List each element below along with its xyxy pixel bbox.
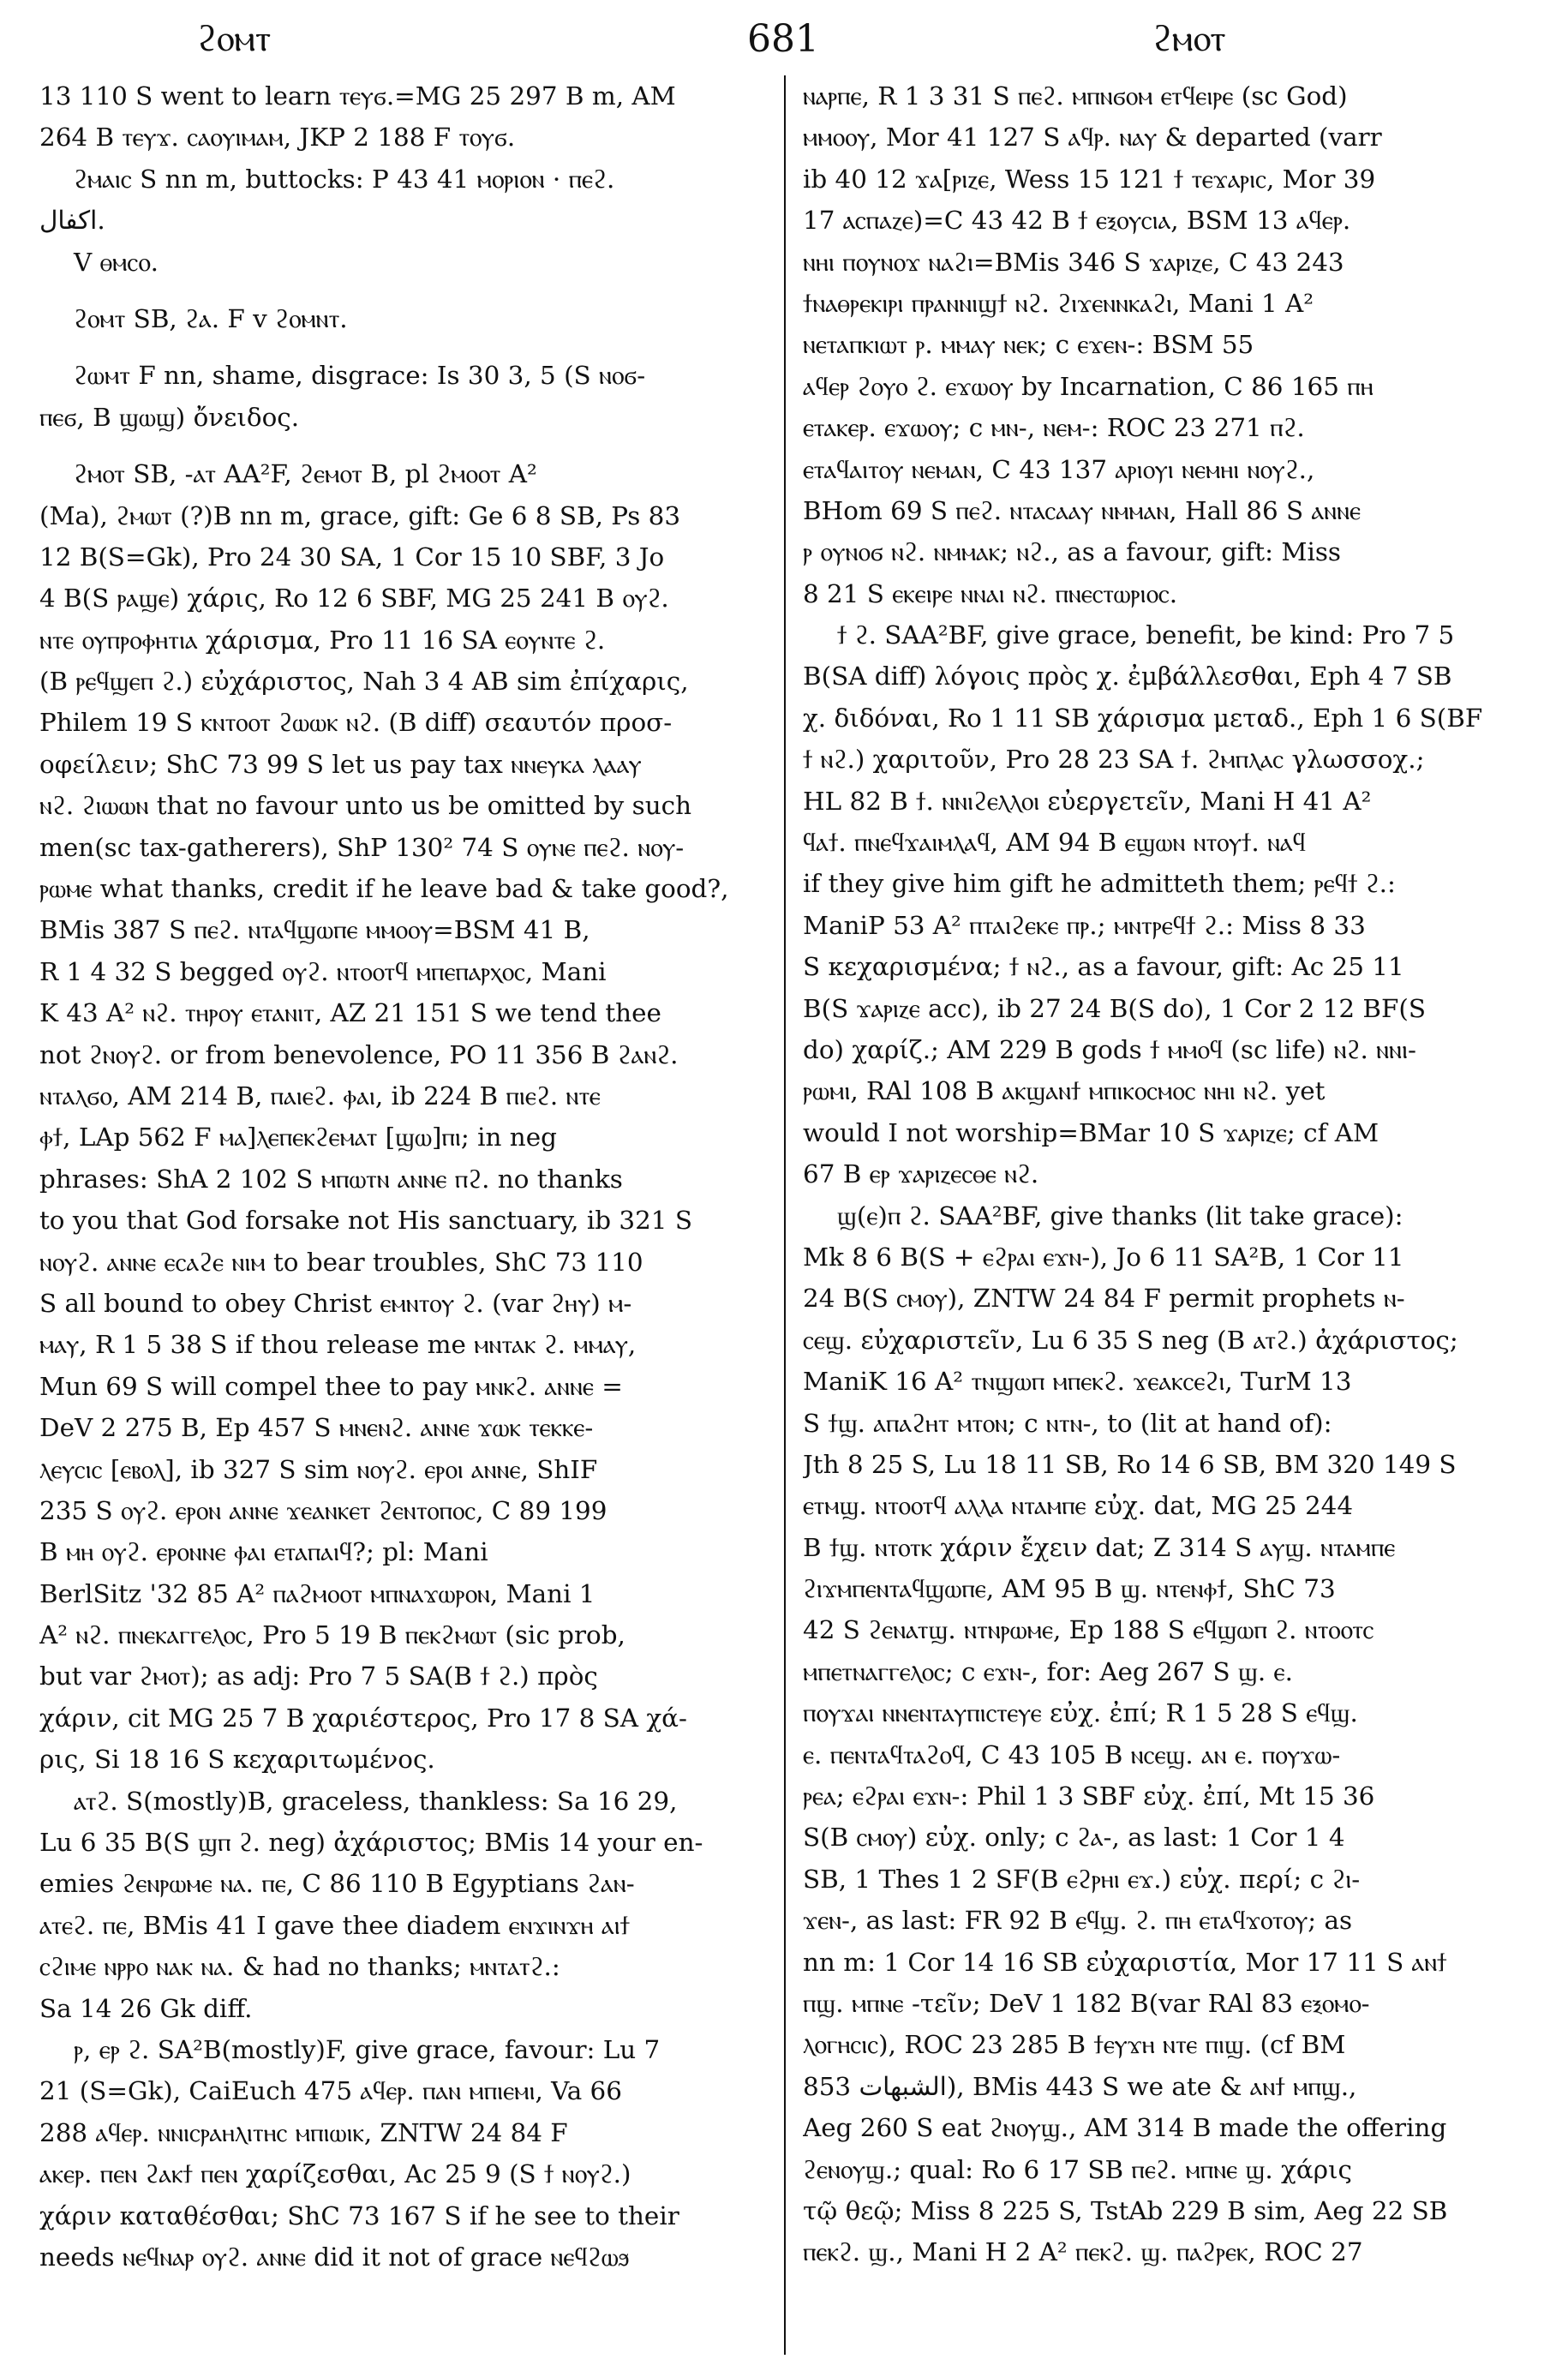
text-line: ⲛⲟⲩϩ. ⲁⲛⲛⲉ ⲉⲥⲁϩⲉ ⲛⲓⲙ to bear troubles, ShC 73 110 — [39, 1247, 643, 1277]
text-line: S(B ⲥⲙⲟⲩ) εὐχ. only; c ϩⲁ-, as last: 1 Cor 1 4 — [803, 1823, 1345, 1853]
text-line: Lu 6 35 B(S ϣⲡ ϩ. neg) ἀχάριστος; BMis 14 your en- — [39, 1828, 703, 1858]
text-line: ϩⲙⲟⲧ SB, -ⲁⲧ AA²F, ϩⲉⲙⲟⲧ B, pl ϩⲙⲟⲟⲧ A² — [74, 459, 537, 489]
text-line: ⲙⲁⲩ, R 1 5 38 S if thou release me ⲙⲛⲧⲁⲕ ϩ. ⲙⲙⲁⲩ, — [39, 1330, 637, 1360]
text-line: 42 S ϩⲉⲛⲁⲧϣ. ⲛⲧⲛⲣⲱⲙⲉ, Ep 188 S ⲉϥϣⲱⲡ ϩ. ⲛⲧⲟⲟⲧⲥ — [803, 1615, 1374, 1645]
text-line: ϩⲉⲛⲟⲩϣ.; qual: Ro 6 17 SB ⲡⲉϩ. ⲙⲡⲛⲉ ϣ. χάρις — [803, 2154, 1352, 2184]
text-line: DeV 2 275 B, Ep 457 S ⲙⲛⲉⲛϩ. ⲁⲛⲛⲉ ϫⲱⲕ ⲧⲉⲕⲕⲉ- — [39, 1413, 594, 1443]
text-line: do) χαρίζ.; AM 229 B gods ϯ ⲙⲙⲟϥ (sc life) ⲛϩ. ⲛⲛⲓ- — [803, 1034, 1416, 1064]
text-line: 21 (S=Gk), CaiEuch 475 ⲁϥⲉⲣ. ⲡⲁⲛ ⲙⲡⲓⲉⲙⲓ, Va 66 — [39, 2076, 622, 2106]
text-line: phrases: ShA 2 102 S ⲙⲡⲱⲧⲛ ⲁⲛⲛⲉ ⲡϩ. no thanks — [39, 1164, 623, 1194]
text-line: ⲗⲟⲅⲏⲥⲓⲥ), ROC 23 285 B ϯⲉⲩϫⲏ ⲛⲧⲉ ⲡⲓϣ. (cf BM — [803, 2030, 1346, 2060]
text-line: HL 82 B ϯ. ⲛⲛⲓϩⲉⲗⲗⲟⲓ εὐεργετεῖν, Mani H 41 A² — [803, 786, 1372, 816]
text-line: ⲫϯ, LAp 562 F ⲙⲁ]ⲗⲉⲡⲉⲕϩⲉⲙⲁⲧ [ϣⲱ]ⲡⲓ; in neg — [39, 1123, 557, 1153]
text-line: ⲗⲉⲩⲥⲓⲥ [ⲉⲃⲟⲗ], ib 327 S sim ⲛⲟⲩϩ. ⲉⲣⲟⲓ ⲁⲛⲛⲉ, ShIF — [39, 1454, 598, 1484]
text-line: 12 B(S=Gk), Pro 24 30 SA, 1 Cor 15 10 SBF, 3 Jo — [39, 542, 665, 572]
text-line: nn m: 1 Cor 14 16 SB εὐχαριστία, Mor 17 11 S ⲁⲛϯ — [803, 1947, 1447, 1977]
text-line: ⲣ, ⲉⲣ ϩ. SA²B(mostly)F, give grace, favour: Lu 7 — [74, 2034, 661, 2064]
text-line: B(S ϫⲁⲣⲓⲍⲉ acc), ib 27 24 B(S do), 1 Cor 2 12 BF(S — [803, 993, 1426, 1023]
text-line: R 1 4 32 S begged ⲟⲩϩ. ⲛⲧⲟⲟⲧϥ ⲙⲡⲉⲡⲁⲣⲭⲟⲥ, Mani — [39, 956, 607, 986]
text-line: B(SA diff) λόγοις πρὸς χ. ἐμβάλλεσθαι, Eph 4 7 SB — [803, 662, 1452, 692]
text-line: ϩⲙⲁⲓⲥ S nn m, buttocks: P 43 41 ⲙⲟⲣⲓⲟⲛ · ⲡⲉϩ. — [74, 164, 615, 194]
text-line: اكفال. — [39, 206, 105, 236]
text-line: (B ⲣⲉϥϣⲉⲡ ϩ.) εὐχάριστος, Nah 3 4 AB sim ἐπίχαρις, — [39, 667, 689, 697]
text-line: ⲁⲧϩ. S(mostly)B, graceless, thankless: Sa 16 29, — [74, 1786, 678, 1816]
text-line: ⲛⲧⲁⲗϭⲟ, AM 214 B, ⲡⲁⲓⲉϩ. ⲫⲁⲓ, ib 224 B ⲡⲓⲉϩ. ⲛⲧⲉ — [39, 1081, 601, 1111]
text-line: (Ma), ϩⲙⲱⲧ (?)B nn m, grace, gift: Ge 6 8 SB, Ps 83 — [39, 500, 681, 530]
text-line: 8 21 S ⲉⲕⲉⲓⲣⲉ ⲛⲛⲁⲓ ⲛϩ. ⲡⲛⲉⲥⲧⲱⲣⲓⲟⲥ. — [803, 578, 1178, 608]
text-line: BerlSitz '32 85 A² ⲡⲁϩⲙⲟⲟⲧ ⲙⲡⲛⲁϫⲱⲣⲟⲛ, Mani 1 — [39, 1578, 595, 1608]
text-line: ib 40 12 ϫⲁ[ⲣⲓⲍⲉ, Wess 15 121 ϯ ⲧⲉϫⲁⲣⲓⲥ, Mor 39 — [803, 164, 1376, 194]
text-line: ⲉⲧⲁϥⲁⲓⲧⲟⲩ ⲛⲉⲙⲁⲛ, C 43 137 ⲁⲣⲓⲟⲩⲓ ⲛⲉⲙⲏⲓ ⲛⲟⲩϩ., — [803, 454, 1315, 484]
text-line: ⲡⲉϭ, B ϣⲱϣ) ὄνειδος. — [39, 402, 300, 432]
text-line: 67 B ⲉⲣ ϫⲁⲣⲓⲍⲉⲥⲑⲉ ⲛϩ. — [803, 1159, 1039, 1189]
text-line: ManiP 53 A² ⲡⲧⲁⲓϩⲉⲕⲉ ⲡⲣ.; ⲙⲛⲧⲣⲉϥϯ ϩ.: Miss 8 33 — [803, 910, 1366, 940]
text-line: ⲥϩⲓⲙⲉ ⲛⲣⲣⲟ ⲛⲁⲕ ⲛⲁ. & had no thanks; ⲙⲛⲧⲁⲧϩ.: — [39, 1952, 560, 1982]
text-line: ⲣ ⲟⲩⲛⲟϭ ⲛϩ. ⲛⲙⲙⲁⲕ; ⲛϩ., as a favour, gift: Miss — [803, 537, 1342, 567]
text-line: ϩⲱⲙⲧ F nn, shame, disgrace: Is 30 3, 5 (S ⲛⲟϭ- — [74, 361, 646, 391]
text-line: not ϩⲛⲟⲩϩ. or from benevolence, PO 11 356 B ϩⲁⲛϩ. — [39, 1039, 679, 1069]
text-line: ϯ ϩ. SAA²BF, give grace, benefit, be kind: Pro 7 5 — [837, 620, 1455, 650]
text-line: BMis 387 S ⲡⲉϩ. ⲛⲧⲁϥϣⲱⲡⲉ ⲙⲙⲟⲟⲩ=BSM 41 B, — [39, 915, 590, 945]
text-line — [39, 438, 787, 453]
text-line: ϩⲟⲙⲧ SB, ϩⲁ. F v ϩⲟⲙⲛⲧ. — [74, 303, 348, 333]
text-line: 13 110 S went to learn ⲧⲉⲩϭ.=MG 25 297 B m, AM — [39, 81, 676, 111]
text-line: Sa 14 26 Gk diff. — [39, 1993, 253, 2023]
text-line: if they give him gift he admitteth them; ⲣⲉϥϯ ϩ.: — [803, 869, 1396, 899]
text-line: ⲁϥⲉⲣ ϩⲟⲩⲟ ϩ. ⲉϫⲱⲟⲩ by Incarnation, C 86 165 ⲡⲏ — [803, 371, 1373, 401]
text-line: would I not worship=BMar 10 S ϫⲁⲣⲓⲍⲉ; cf AM — [803, 1117, 1379, 1147]
left-column — [39, 75, 787, 2359]
text-line: men(sc tax-gatherers), ShP 130² 74 S ⲟⲩⲛⲉ ⲡⲉϩ. ⲛⲟⲩ- — [39, 832, 685, 862]
text-line: τῷ θεῷ; Miss 8 225 S, TstAb 229 B sim, Aeg 22 SB — [803, 2195, 1448, 2225]
text-line: χάριν, cit MG 25 7 B χαριέστερος, Pro 17 8 SA χά- — [39, 1703, 687, 1733]
text-line: B ⲙⲏ ⲟⲩϩ. ⲉⲣⲟⲛⲛⲉ ⲫⲁⲓ ⲉⲧⲁⲡⲁⲓϥ?; pl: Mani — [39, 1537, 488, 1567]
text-line: ρις, Si 18 16 S κεχαριτωμένος. — [39, 1745, 435, 1775]
text-line: emies ϩⲉⲛⲣⲱⲙⲉ ⲛⲁ. ⲡⲉ, C 86 110 B Egyptians ϩⲁⲛ- — [39, 1869, 635, 1899]
text-line: Mun 69 S will compel thee to pay ⲙⲛⲕϩ. ⲁⲛⲛⲉ = — [39, 1371, 623, 1401]
text-line: ⲛⲧⲉ ⲟⲩⲡⲣⲟⲫⲏⲧⲓⲁ χάρισμα, Pro 11 16 SA ⲉⲟⲩⲛⲧⲉ ϩ. — [39, 625, 606, 655]
text-line: needs ⲛⲉϥⲛⲁⲣ ⲟⲩϩ. ⲁⲛⲛⲉ did it not of grace ⲛⲉϥϩⲱϧ — [39, 2242, 630, 2272]
text-line: ⲉⲧⲁⲕⲉⲣ. ⲉϫⲱⲟⲩ; c ⲙⲛ-, ⲛⲉⲙ-: ROC 23 271 ⲡϩ. — [803, 413, 1305, 443]
column-divider — [784, 75, 786, 2355]
text-line: 4 B(S ⲣⲁϣⲉ) χάρις, Ro 12 6 SBF, MG 25 241 B ⲟⲩϩ. — [39, 584, 669, 614]
text-line: ⲛⲏⲓ ⲡⲟⲩⲛⲟϫ ⲛⲁϩⲓ=BMis 346 S ϫⲁⲣⲓⲍⲉ, C 43 243 — [803, 247, 1344, 277]
text-line: A² ⲛϩ. ⲡⲛⲉⲕⲁⲅⲅⲉⲗⲟⲥ, Pro 5 19 B ⲡⲉⲕϩⲙⲱⲧ (sic prob, — [39, 1620, 625, 1650]
text-line: ⲣⲉⲁ; ⲉϩⲣⲁⲓ ⲉϫⲛ-: Phil 1 3 SBF εὐχ. ἐπί, Mt 15 36 — [803, 1781, 1375, 1811]
text-line — [39, 283, 787, 298]
text-line: ⲁⲧⲉϩ. ⲡⲉ, BMis 41 I gave thee diadem ⲉⲛϫⲓⲛϫⲏ ⲁⲓϯ — [39, 1910, 630, 1940]
text-line: to you that God forsake not His sanctuary, ib 321 S — [39, 1206, 692, 1236]
text-line: B ϯϣ. ⲛⲧⲟⲧⲕ χάριν ἔχειν dat; Z 314 S ⲁⲩϣ. ⲛⲧⲁⲙⲡⲉ — [803, 1532, 1396, 1562]
text-line: V ⲑⲙⲥⲟ. — [74, 247, 159, 277]
text-line: Aeg 260 S eat ϩⲛⲟⲩϣ., AM 314 B made the offering — [803, 2113, 1447, 2143]
text-line: ⲉ. ⲡⲉⲛⲧⲁϥⲧⲁϩⲟϥ, C 43 105 B ⲛⲥⲉϣ. ⲁⲛ ⲉ. ⲡⲟⲩϫⲱ- — [803, 1739, 1341, 1769]
text-line: K 43 A² ⲛϩ. ⲧⲏⲣⲟⲩ ⲉⲧⲁⲛⲓⲧ, AZ 21 151 S we tend thee — [39, 998, 661, 1028]
text-line: 235 S ⲟⲩϩ. ⲉⲣⲟⲛ ⲁⲛⲛⲉ ϫⲉⲁⲛⲕⲉⲧ ϩⲉⲛⲧⲟⲡⲟⲥ, C 89 199 — [39, 1495, 607, 1525]
text-line: Jth 8 25 S, Lu 18 11 SB, Ro 14 6 SB, BM 320 149 S — [803, 1449, 1457, 1479]
text-line: ϩⲓϫⲙⲡⲉⲛⲧⲁϥϣⲱⲡⲉ, AM 95 B ϣ. ⲛⲧⲉⲛⲫϯ, ShC 73 — [803, 1574, 1336, 1604]
text-line: ManiK 16 A² ⲧⲛϣⲱⲡ ⲙⲡⲉⲕϩ. ϫⲉⲁⲕⲥⲉϩⲓ, TurM 13 — [803, 1367, 1352, 1397]
text-line: ⲛⲁⲣⲡⲉ, R 1 3 31 S ⲡⲉϩ. ⲙⲡⲛϭⲟⲙ ⲉⲧϥⲉⲓⲣⲉ (sc God) — [803, 81, 1348, 111]
right-column — [803, 75, 1550, 2359]
text-line: ϣ(ⲉ)ⲡ ϩ. SAA²BF, give thanks (lit take grace): — [837, 1200, 1403, 1230]
text-line: 24 B(S ⲥⲙⲟⲩ), ZNTW 24 84 F permit prophets ⲛ- — [803, 1284, 1405, 1314]
text-line: χάριν καταθέσθαι; ShC 73 167 S if he see to their — [39, 2200, 679, 2230]
text-line: ⲙⲙⲟⲟⲩ, Mor 41 127 S ⲁϥⲣ. ⲛⲁⲩ & departed (varr — [803, 123, 1382, 153]
text-line: ⲣⲱⲙⲓ, RAl 108 B ⲁⲕϣⲁⲛϯ ⲙⲡⲓⲕⲟⲥⲙⲟⲥ ⲛⲏⲓ ⲛϩ. yet — [803, 1076, 1326, 1106]
text-line: ϫⲉⲛ-, as last: FR 92 B ⲉϥϣ. ϩ. ⲡⲏ ⲉⲧⲁϥϫⲟⲧⲟⲩ; as — [803, 1906, 1353, 1936]
header-left-headword: ϩⲟⲙⲧ — [197, 17, 272, 59]
header-right-headword: ϩⲙⲟⲧ — [1152, 17, 1226, 59]
text-line: οφείλειν; ShC 73 99 S let us pay tax ⲛⲛⲉⲩⲕⲁ ⲗⲁⲁⲩ — [39, 749, 642, 779]
text-line: 17 ⲁⲥⲡⲁⲍⲉ)=C 43 42 B ϯ ⲉⲝⲟⲩⲥⲓⲁ, BSM 13 ⲁϥⲉⲣ. — [803, 206, 1351, 236]
text-line: but var ϩⲙⲟⲧ); as adj: Pro 7 5 SA(B ϯ ϩ.) πρὸς — [39, 1661, 598, 1691]
text-line: Mk 8 6 B(S + ⲉϩⲣⲁⲓ ⲉϫⲛ-), Jo 6 11 SA²B, 1 Cor 11 — [803, 1242, 1404, 1272]
text-line: ⲥⲉϣ. εὐχαριστεῖν, Lu 6 35 S neg (B ⲁⲧϩ.) ἀχάριστος; — [803, 1325, 1458, 1355]
text-line: ⲡϣ. ⲙⲡⲛⲉ -τεῖν; DeV 1 182 B(var RAl 83 ⲉⲝⲟⲙⲟ- — [803, 1988, 1370, 2018]
running-header — [0, 12, 1568, 63]
text-line: S all bound to obey Christ ⲉⲙⲛⲧⲟⲩ ϩ. (var ϩⲏⲩ) ⲙ- — [39, 1288, 632, 1318]
text-line: ⲉⲧⲙϣ. ⲛⲧⲟⲟⲧϥ ⲁⲗⲗⲁ ⲛⲧⲁⲙⲡⲉ εὐχ. dat, MG 25 244 — [803, 1491, 1354, 1521]
text-line: ϥⲁϯ. ⲡⲛⲉϥϫⲁⲓⲙⲗⲁϥ, AM 94 B ⲉϣⲱⲛ ⲛⲧⲟⲩϯ. ⲛⲁϥ — [803, 828, 1306, 858]
text-line: 288 ⲁϥⲉⲣ. ⲛⲛⲓⲥⲣⲁⲏⲗⲓⲧⲏⲥ ⲙⲡⲓⲱⲓⲕ, ZNTW 24 84 F — [39, 2117, 568, 2147]
text-line: ⲣⲱⲙⲉ what thanks, credit if he leave bad & take good?, — [39, 874, 729, 904]
text-line: S κεχαρισμένα; ϯ ⲛϩ., as a favour, gift: Ac 25 11 — [803, 952, 1404, 982]
text-line — [39, 339, 787, 355]
text-line: ϯ ⲛϩ.) χαριτοῦν, Pro 28 23 SA ϯ. ϩⲙⲡⲗⲁⲥ γλωσσοχ.; — [803, 745, 1425, 775]
text-line: SB, 1 Thes 1 2 SF(B ⲉϩⲣⲏⲓ ⲉϫ.) εὐχ. περί; c ϩⲓ- — [803, 1864, 1361, 1894]
text-line: ⲙⲡⲉⲧⲛⲁⲅⲅⲉⲗⲟⲥ; c ⲉϫⲛ-, for: Aeg 267 S ϣ. ⲉ. — [803, 1656, 1293, 1686]
page-number: 681 — [747, 17, 819, 61]
text-line: ⲡⲟⲩϫⲁⲓ ⲛⲛⲉⲛⲧⲁⲩⲡⲓⲥⲧⲉⲩⲉ εὐχ. ἐπί; R 1 5 28 S ⲉϥϣ. — [803, 1698, 1358, 1728]
text-line: ⲁⲕⲉⲣ. ⲡⲉⲛ ϩⲁⲕϯ ⲡⲉⲛ χαρίζεσθαι, Ac 25 9 (S ϯ ⲛⲟⲩϩ.) — [39, 2159, 631, 2189]
text-line: S ϯϣ. ⲁⲡⲁϩⲏⲧ ⲙⲧⲟⲛ; c ⲛⲧⲛ-, to (lit at hand of): — [803, 1408, 1332, 1438]
text-line: ϯⲛⲁⲑⲣⲉⲕⲓⲣⲓ ⲡⲣⲁⲛⲛⲓϣϯ ⲛϩ. ϩⲓϫⲉⲛⲛⲕⲁϩⲓ, Mani 1 A² — [803, 288, 1314, 318]
text-line: Philem 19 S ⲕⲛⲧⲟⲟⲧ ϩⲱⲱⲕ ⲛϩ. (B diff) σεαυτόν προσ- — [39, 708, 673, 738]
text-line: ⲛⲉⲧⲁⲡⲕⲓⲱⲧ ⲣ. ⲙⲙⲁⲩ ⲛⲉⲕ; c ⲉϫⲉⲛ-: BSM 55 — [803, 330, 1254, 360]
text-line: ⲡⲉⲕϩ. ϣ., Mani H 2 A² ⲡⲉⲕϩ. ϣ. ⲡⲁϩⲣⲉⲕ, ROC 27 — [803, 2237, 1363, 2267]
text-line: 264 B ⲧⲉⲩϫ. ⲥⲁⲟⲩⲓⲙⲁⲙ, JKP 2 188 F ⲧⲟⲩϭ. — [39, 123, 516, 153]
text-line: 853 الشبهات), BMis 443 S we ate & ⲁⲛϯ ⲙⲡϣ., — [803, 2071, 1357, 2101]
text-line: χ. διδόναι, Ro 1 11 SB χάρισμα μεταδ., Eph 1 6 S(BF — [803, 703, 1483, 733]
text-line: ⲛϩ. ϩⲓⲱⲱⲛ that no favour unto us be omitted by such — [39, 791, 692, 821]
text-line: BHom 69 S ⲡⲉϩ. ⲛⲧⲁⲥⲁⲁⲩ ⲛⲙⲙⲁⲛ, Hall 86 S ⲁⲛⲛⲉ — [803, 495, 1362, 525]
